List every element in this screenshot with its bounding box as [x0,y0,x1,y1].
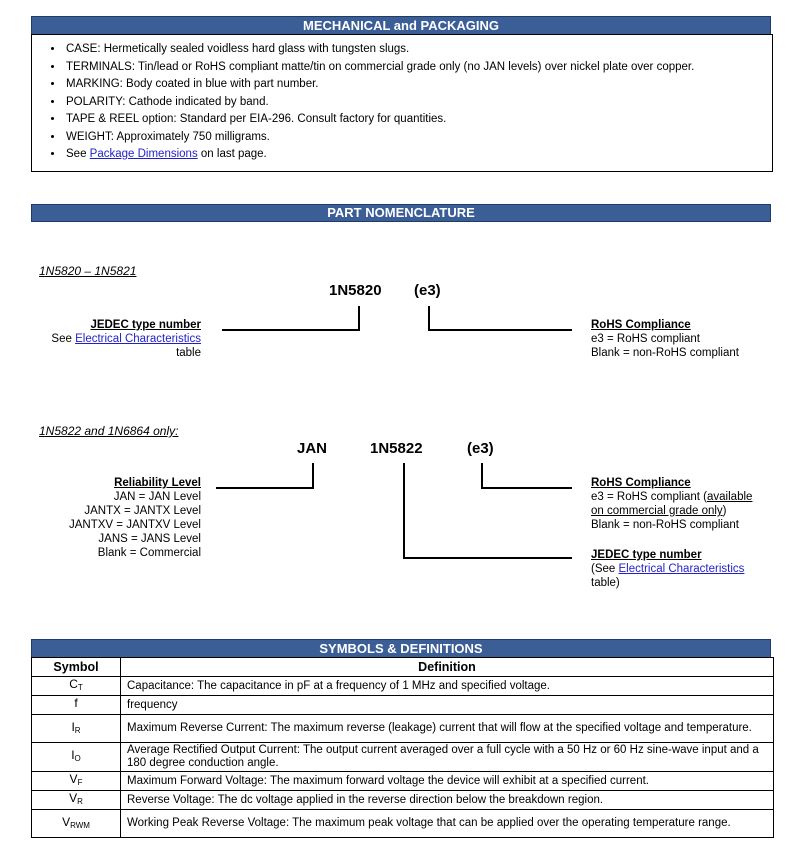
group1-jedec-see: See Electrical Characteristics [51,333,201,345]
group2-rohs-line3: Blank = non-RoHS compliant [591,519,739,531]
group2-rohs-line1: e3 = RoHS compliant (available [591,491,753,503]
table-row [32,772,774,791]
group1-part-hline [222,329,360,331]
definition-cell: Reverse Voltage: The dc voltage applied in the reverse direction below the breakdown region. [121,791,774,810]
electrical-characteristics-link[interactable]: Electrical Characteristics [618,563,745,575]
group1-part-vline [358,306,360,331]
group2-reliability-title: Reliability Level [114,477,201,489]
list-item: • WEIGHT: Approximately 750 milligrams. [64,129,772,147]
list-item: • CASE: Hermetically sealed voidless hard glass with tungsten slugs. [64,41,772,59]
group2-rohs-block [591,476,752,532]
definition-cell: frequency [121,696,774,715]
group1-jedec-table: table [176,347,201,359]
list-item: • MARKING: Body coated in blue with part number. [64,76,772,94]
group1-part: 1N5820 [329,282,382,299]
group2-jedec-title: JEDEC type number [591,549,702,561]
definition-column-header: Definition [121,658,774,677]
table-row [32,743,774,772]
symbol-cell: f [32,696,121,715]
list-item: • TERMINALS: Tin/lead or RoHS compliant matte/tin on commercial grade only (no JAN levels) over nickel plate over copper. [64,59,772,77]
reliability-line: JANTXV = JANTXV Level [69,519,201,531]
mechanical-header: MECHANICAL and PACKAGING [31,16,771,35]
list-item [64,146,772,164]
group1-suffix-hline [428,329,572,331]
electrical-characteristics-link[interactable]: Electrical Characteristics [75,333,201,345]
last-page-text: on last page. [197,148,267,160]
group1-rohs-title: RoHS Compliance [591,319,691,331]
nomenclature-header: PART NOMENCLATURE [31,204,771,222]
package-dimensions-link[interactable]: Package Dimensions [89,148,198,160]
group2-prefix: JAN [297,440,328,457]
table-row [32,696,774,715]
group1-suffix-vline [428,306,430,331]
symbol-cell: $I_R$ [32,715,121,743]
list-item: • TAPE & REEL option: Standard per EIA-296. Consult factory for quantities. [64,111,772,129]
list-item: • POLARITY: Cathode indicated by band. [64,94,772,112]
group1-rohs-line1: e3 = RoHS compliant [591,333,700,345]
table-row [32,810,774,838]
group2-jedec-table: table) [591,577,620,589]
group1-heading: 1N5820 – 1N5821 [39,264,137,278]
definition-cell: Maximum Forward Voltage: The maximum forward voltage the device will exhibit at a specified current. [121,772,774,791]
mechanical-list [32,35,772,164]
group2-jedec-see: (See Electrical Characteristics [591,563,745,575]
group1-rohs-block [591,318,739,360]
reliability-line: JANTX = JANTX Level [84,505,201,517]
symbols-table [31,657,774,838]
group2-heading: 1N5822 and 1N6864 only: [39,424,179,438]
group2-jedec-block [591,548,744,590]
table-row [32,791,774,810]
symbol-cell: $V_F$ [32,772,121,791]
group2-part-hline [403,557,572,559]
group2-suffix: (e3) [467,440,494,457]
symbol-cell: $I_O$ [32,743,121,772]
group2-prefix-hline [216,487,314,489]
reliability-line: JAN = JAN Level [113,491,201,503]
symbol-cell: $C_T$ [32,677,121,696]
table-row [32,677,774,696]
group1-rohs-line2: Blank = non-RoHS compliant [591,347,739,359]
symbols-header: SYMBOLS & DEFINITIONS [31,639,771,658]
group2-suffix-vline [481,463,483,489]
mechanical-box [31,34,773,172]
symbol-cell: $V_{RWM}$ [32,810,121,838]
group2-reliability-block [30,476,201,560]
definition-cell: Working Peak Reverse Voltage: The maximum peak voltage that can be applied over the operating temperature range. [121,810,774,838]
definition-cell: Average Rectified Output Current: The output current averaged over a full cycle with a 50 Hz or 60 Hz sine-wave input and a 180 degree conduction angle. [121,743,774,772]
group2-rohs-line2: on commercial grade only) [591,505,727,517]
symbol-cell: $V_R$ [32,791,121,810]
group2-part: 1N5822 [370,440,423,457]
symbols-table-body [32,677,774,838]
group2-prefix-vline [312,463,314,489]
reliability-line: JANS = JANS Level [98,533,201,545]
reliability-line: Blank = Commercial [97,547,201,559]
see-text: See [66,148,90,160]
group2-rohs-title: RoHS Compliance [591,477,691,489]
definition-cell: Maximum Reverse Current: The maximum reverse (leakage) current that will flow at the specified voltage and temperature. [121,715,774,743]
group2-part-vline [403,463,405,559]
group1-jedec-title: JEDEC type number [90,319,201,331]
group2-suffix-hline [481,487,572,489]
table-header-row [32,658,774,677]
symbol-column-header: Symbol [32,658,121,677]
definition-cell: Capacitance: The capacitance in pF at a frequency of 1 MHz and specified voltage. [121,677,774,696]
group1-jedec-block [30,318,201,360]
table-row [32,715,774,743]
group1-suffix: (e3) [414,282,441,299]
